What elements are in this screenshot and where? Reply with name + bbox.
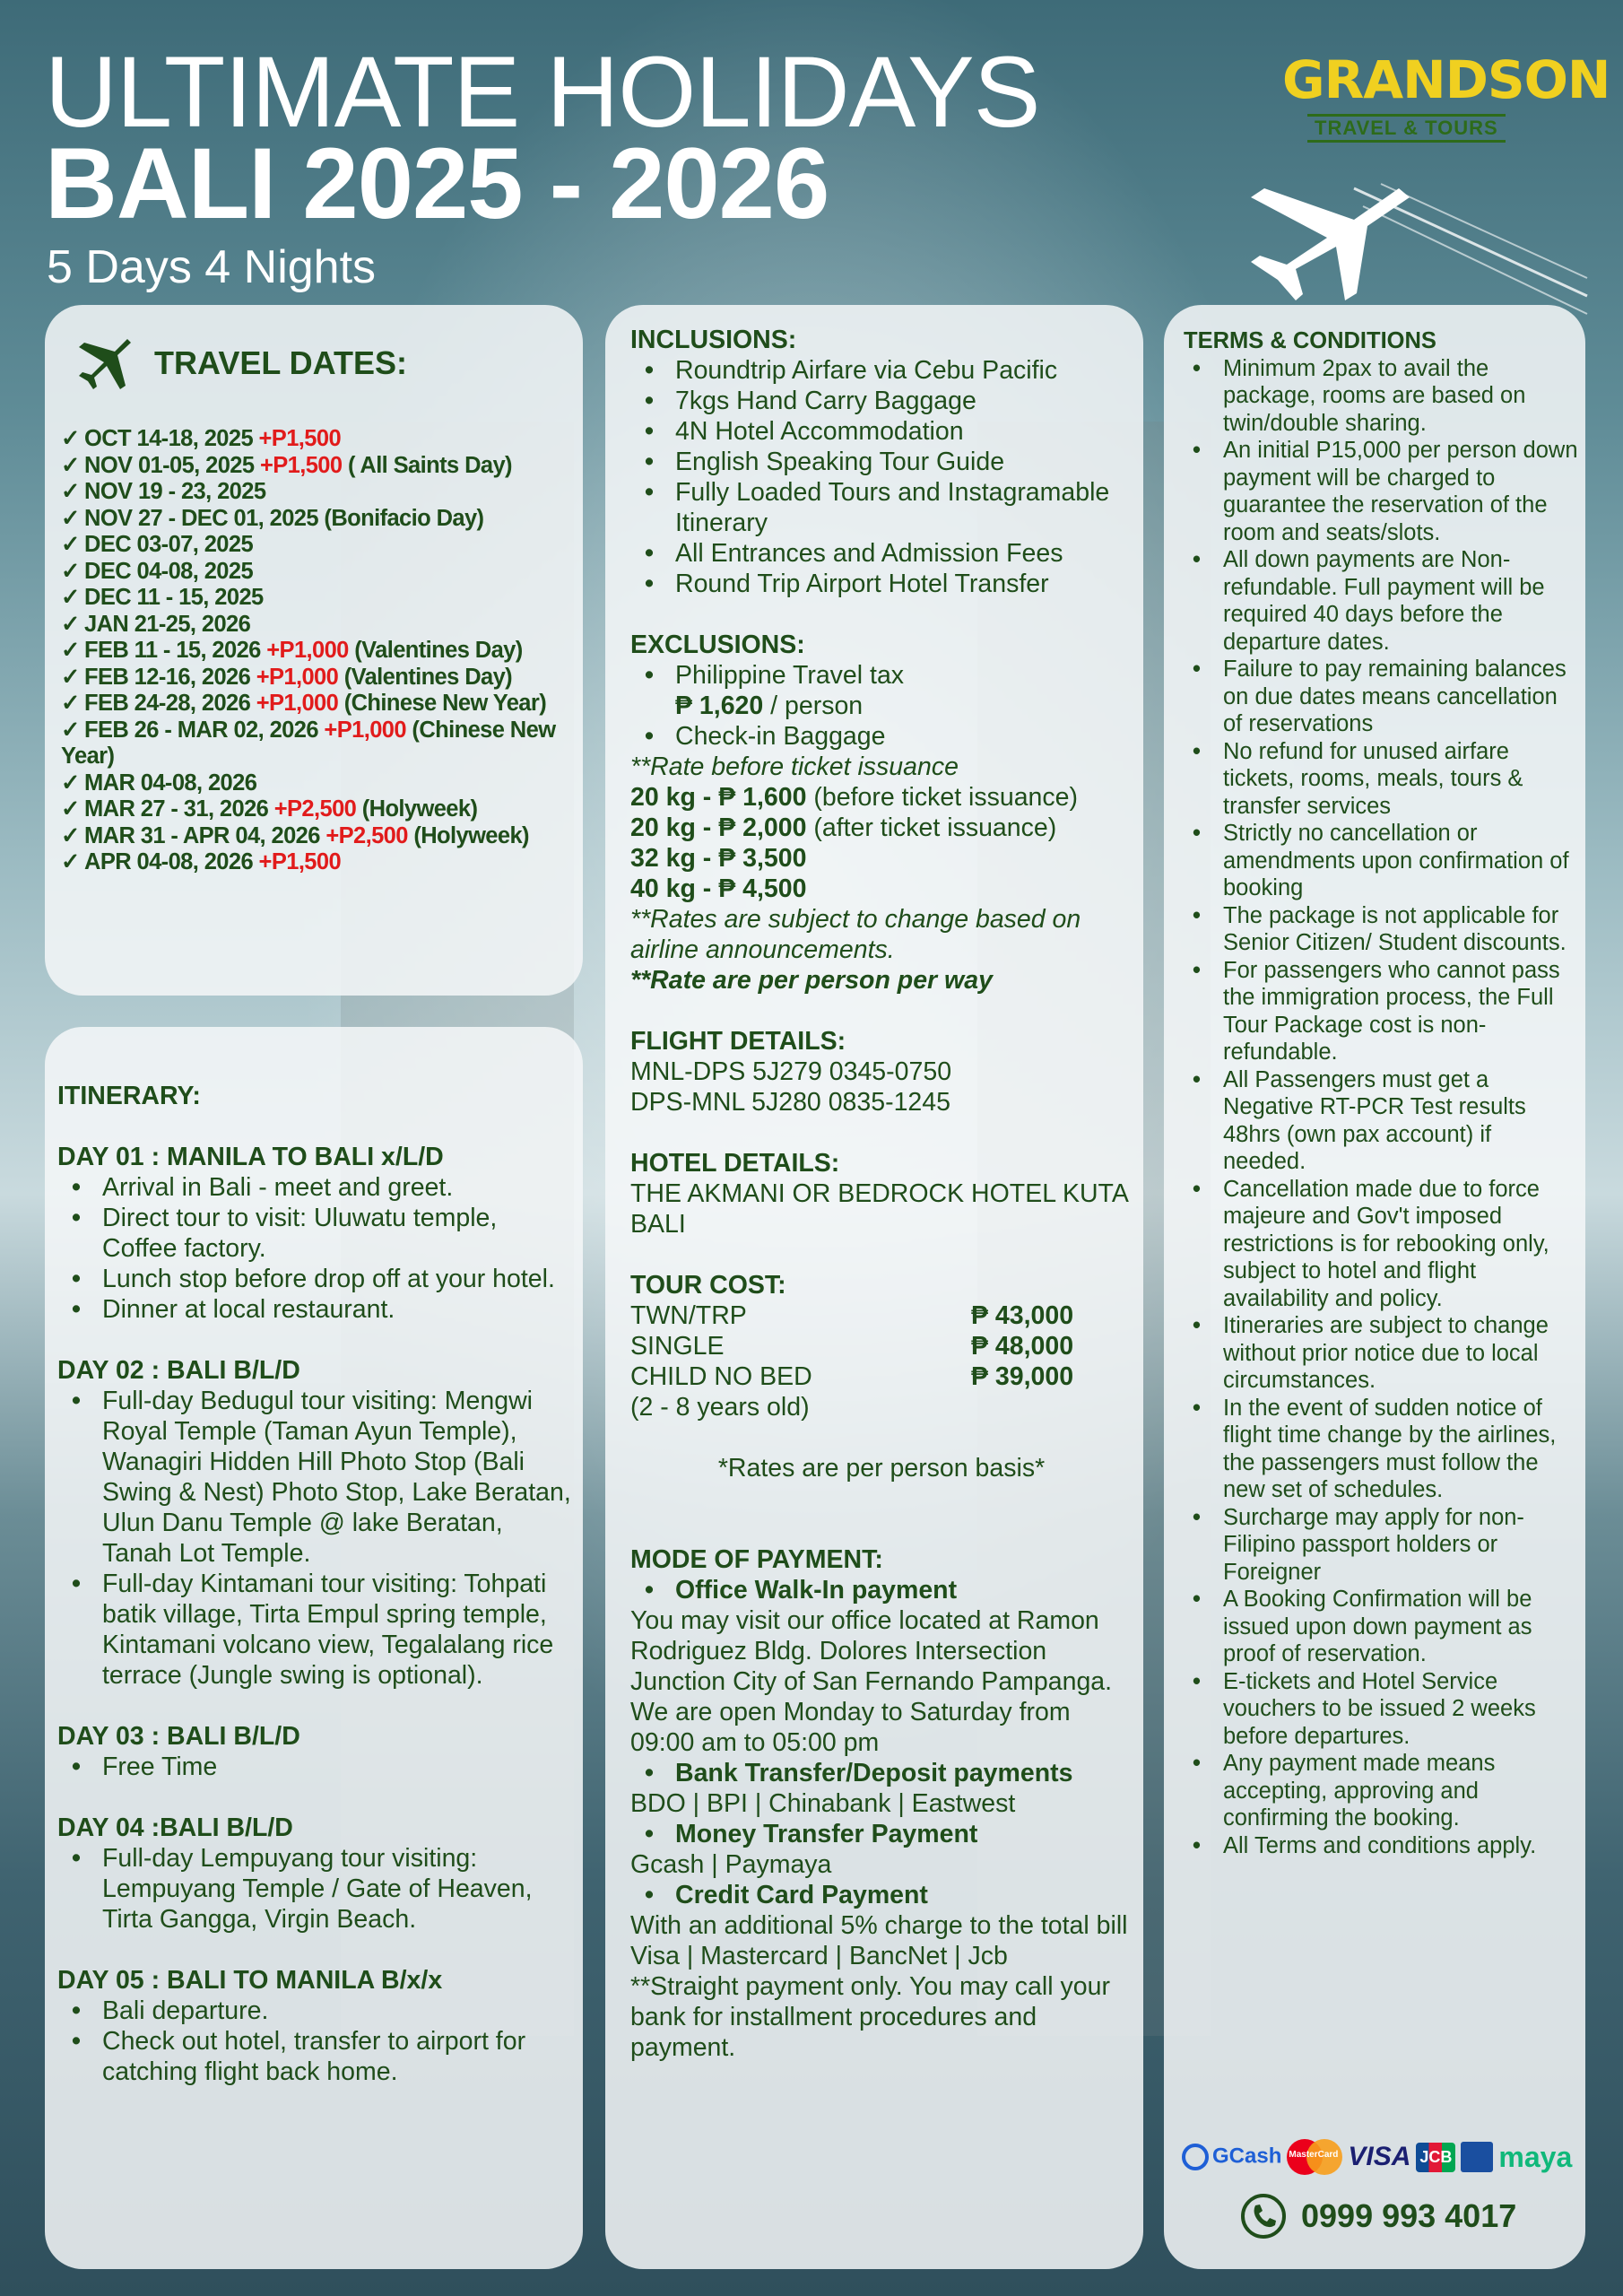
baggage-weight: 20 kg - ₱ 1,600 (630, 783, 807, 812)
check-icon: ✓ (61, 452, 80, 478)
list-item: • For passengers who cannot pass the immigration process, the Full Tour Package cost is non-refundable. (1184, 957, 1578, 1066)
travel-date-item (61, 479, 572, 506)
list-item: • A Booking Confirmation will be issued upon down payment as proof of reservation. (1184, 1586, 1578, 1668)
list-item: • All Terms and conditions apply. (1184, 1832, 1578, 1860)
travel-date: APR 04-08, 2026 (84, 849, 259, 874)
date-note: (Chinese New Year) (338, 691, 547, 716)
check-icon: ✓ (61, 638, 80, 663)
travel-date-item (61, 585, 572, 612)
surcharge: +P1,500 (258, 849, 342, 874)
day-items (57, 1843, 573, 1935)
change-note: **Rates are subject to change based on airline announcements. (630, 905, 1081, 964)
baggage-weight: 40 kg - ₱ 4,500 (630, 874, 807, 903)
surcharge: +P1,000 (324, 717, 406, 743)
inclusions-heading: INCLUSIONS: (630, 326, 797, 354)
list-item: • Full-day Lempuyang tour visiting: Lempuyang Temple / Gate of Heaven, Tirta Gangga, Virgin Beach. (57, 1843, 573, 1935)
bancnet-logo (1461, 2142, 1493, 2172)
list-item: • All Passengers must get a Negative RT-PCR Test results 48hrs (own pax account) if needed. (1184, 1066, 1578, 1176)
list-item: • The package is not applicable for Senior Citizen/ Student discounts. (1184, 902, 1578, 957)
list-item: • Arrival in Bali - meet and greet. (57, 1172, 573, 1203)
tour-cost-table (630, 1300, 1133, 1392)
itinerary-days (57, 1142, 573, 2087)
bank-text: BDO | BPI | Chinabank | Eastwest (630, 1789, 1016, 1818)
travel-date: OCT 14-18, 2025 (84, 426, 259, 451)
list-item: • Roundtrip Airfare via Cebu Pacific (630, 355, 1133, 386)
travel-dates-heading: TRAVEL DATES: (154, 344, 408, 381)
cost-row (630, 1300, 1133, 1331)
check-icon: ✓ (61, 505, 80, 531)
card-text: With an additional 5% charge to the total bill (630, 1911, 1128, 1940)
list-item: • Full-day Bedugul tour visiting: Mengwi Royal Temple (Taman Ayun Temple), Wanagiri Hidden Hill Photo Stop (Bali Swing & Nest) Photo Stop, Lake Beratan, Ulun Danu Temple @ lake Beratan, Tanah Lot Temple. (57, 1386, 573, 1569)
day-items (57, 1172, 573, 1325)
check-icon: ✓ (61, 717, 80, 743)
travel-date: FEB 11 - 15, 2026 (84, 638, 267, 663)
rates-basis-note: *Rates are per person basis* (717, 1454, 1046, 1483)
list-item: • Surcharge may apply for non-Filipino passport holders or Foreigner (1184, 1504, 1578, 1587)
card-title: • Credit Card Payment (630, 1880, 1133, 1910)
surcharge: +P2,500 (273, 796, 357, 822)
check-icon: ✓ (61, 558, 80, 584)
baggage-row (630, 813, 1133, 843)
payment-logos (1182, 2135, 1576, 2179)
list-item: • Failure to pay remaining balances on due dates means cancellation of reservations (1184, 656, 1578, 738)
check-icon: ✓ (61, 479, 80, 504)
surcharge: +P1,000 (256, 691, 339, 716)
money-title: • Money Transfer Payment (630, 1819, 1133, 1849)
list-item: • 7kgs Hand Carry Baggage (630, 386, 1133, 416)
list-item: • Itineraries are subject to change without prior notice due to local circumstances. (1184, 1312, 1578, 1395)
cost-price: ₱ 43,000 (971, 1301, 1074, 1330)
date-note: (Valentines Day) (338, 664, 513, 690)
hotel-text: THE AKMANI OR BEDROCK HOTEL KUTA BALI (630, 1179, 1128, 1239)
list-item: • Dinner at local restaurant. (57, 1294, 573, 1325)
details-panel (605, 305, 1143, 2269)
travel-date-item (61, 612, 572, 639)
cost-label: SINGLE (630, 1332, 725, 1361)
list-item: • Direct tour to visit: Uluwatu temple, Coffee factory. (57, 1203, 573, 1264)
cost-label: CHILD NO BED (630, 1362, 812, 1391)
rate-note: **Rate before ticket issuance (630, 752, 959, 781)
list-item: • 4N Hotel Accommodation (630, 416, 1133, 447)
baggage-note: (before ticket issuance) (806, 783, 1079, 812)
per-way-note: **Rate are per person per way (630, 966, 993, 995)
day-title: DAY 05 : BALI TO MANILA B/x/x (57, 1966, 443, 1995)
gcash-icon (1182, 2144, 1209, 2170)
logo-main-text: GRANDSON (1282, 49, 1610, 110)
list-item: • All down payments are Non-refundable. Full payment will be required 40 days before the departure dates. (1184, 546, 1578, 656)
itinerary-panel (45, 1027, 583, 2269)
date-note: ( All Saints Day) (342, 452, 512, 478)
date-note: (Holyweek) (407, 822, 529, 848)
check-icon: ✓ (61, 770, 80, 796)
travel-dates-panel (45, 305, 583, 996)
list-item: • Strictly no cancellation or amendments upon confirmation of booking (1184, 820, 1578, 902)
check-icon: ✓ (61, 796, 80, 822)
surcharge: +P1,000 (266, 638, 349, 663)
travel-date: FEB 24-28, 2026 (84, 691, 256, 716)
travel-date: FEB 12-16, 2026 (84, 664, 256, 690)
travel-date: DEC 11 - 15, 2025 (84, 585, 264, 610)
list-item: • Cancellation made due to force majeure and Gov't imposed restrictions is for rebooking only, subject to hotel and flight availability and policy. (1184, 1176, 1578, 1313)
check-icon: ✓ (61, 611, 80, 637)
list-item: • Any payment made means accepting, approving and confirming the booking. (1184, 1750, 1578, 1832)
travel-date-item (61, 849, 572, 876)
travel-date: MAR 31 - APR 04, 2026 (84, 822, 326, 848)
cost-row (630, 1331, 1133, 1361)
travel-date-item (61, 770, 572, 797)
travel-date-item (61, 453, 572, 480)
baggage-row (630, 782, 1133, 813)
cost-row (630, 1361, 1133, 1392)
check-icon: ✓ (61, 664, 80, 690)
money-text: Gcash | Paymaya (630, 1850, 832, 1879)
child-age: (2 - 8 years old) (630, 1393, 810, 1422)
list-item: • Full-day Kintamani tour visiting: Tohpati batik village, Tirta Empul spring temple, Kintamani volcano view, Tegalalang rice terrace (Jungle swing is optional). (57, 1569, 573, 1691)
flight-line: MNL-DPS 5J279 0345-0750 (630, 1057, 952, 1086)
travel-date-item (61, 718, 572, 770)
travel-dates-list (61, 426, 572, 876)
bank-title: • Bank Transfer/Deposit payments (630, 1758, 1133, 1788)
contact-phone[interactable] (1240, 2193, 1516, 2239)
maya-logo: maya (1498, 2140, 1573, 2173)
date-note: (Valentines Day) (348, 638, 523, 663)
terms-panel (1164, 305, 1585, 2269)
list-item: • Round Trip Airport Hotel Transfer (630, 569, 1133, 599)
subtitle: 5 Days 4 Nights (47, 241, 377, 293)
list-item: • Fully Loaded Tours and Instagramable Itinerary (630, 477, 1133, 538)
list-item: • Check out hotel, transfer to airport for catching flight back home. (57, 2026, 573, 2087)
jcb-logo: JCB (1416, 2143, 1455, 2172)
baggage-weight: 32 kg - ₱ 3,500 (630, 844, 807, 873)
travel-date-item (61, 532, 572, 559)
cost-price: ₱ 48,000 (971, 1332, 1074, 1361)
list-item: • An initial P15,000 per person down payment will be charged to guarantee the reservation of the room and seats/slots. (1184, 437, 1578, 546)
walkin-title: • Office Walk-In payment (630, 1575, 1133, 1605)
inclusions-list (630, 355, 1133, 599)
check-icon: ✓ (61, 532, 80, 557)
check-icon: ✓ (61, 585, 80, 610)
surcharge: +P1,500 (259, 452, 343, 478)
surcharge: +P1,000 (256, 664, 339, 690)
payment-heading: MODE OF PAYMENT: (630, 1545, 883, 1574)
tour-cost-heading: TOUR COST: (630, 1271, 786, 1300)
list-item (630, 660, 1133, 721)
list-item: • Lunch stop before drop off at your hotel. (57, 1264, 573, 1294)
list-item: • Bali departure. (57, 1996, 573, 2026)
check-icon: ✓ (61, 849, 80, 874)
tax-amount: ₱ 1,620 (675, 691, 764, 720)
list-item: • E-tickets and Hotel Service vouchers to be issued 2 weeks before departures. (1184, 1668, 1578, 1751)
gcash-logo: GCash (1182, 2144, 1281, 2170)
travel-date-item (61, 559, 572, 586)
travel-date: NOV 19 - 23, 2025 (84, 479, 266, 504)
flight-heading: FLIGHT DETAILS: (630, 1027, 846, 1056)
hotel-heading: HOTEL DETAILS: (630, 1149, 840, 1178)
day-title: DAY 04 :BALI B/L/D (57, 1813, 293, 1842)
cost-price: ₱ 39,000 (971, 1362, 1074, 1391)
phone-icon (1240, 2193, 1287, 2239)
title-line-1: ULTIMATE HOLIDAYS (45, 36, 1040, 148)
day-items (57, 1996, 573, 2087)
card-note: **Straight payment only. You may call your bank for installment procedures and payment. (630, 1972, 1110, 2062)
baggage-row (630, 843, 1133, 874)
date-note: (Chinese New Year) (61, 717, 556, 769)
exclusions-heading: EXCLUSIONS: (630, 631, 805, 659)
surcharge: +P2,500 (325, 822, 408, 848)
list-item: • English Speaking Tour Guide (630, 447, 1133, 477)
visa-logo: VISA (1348, 2142, 1411, 2171)
check-icon: ✓ (61, 822, 80, 848)
travel-date-item (61, 823, 572, 850)
list-item: • In the event of sudden notice of flight time change by the airlines, the passengers must follow the new set of schedules. (1184, 1395, 1578, 1504)
travel-date: JAN 21-25, 2026 (84, 611, 251, 637)
flight-line: DPS-MNL 5J280 0835-1245 (630, 1088, 950, 1117)
mastercard-logo: MasterCard (1287, 2139, 1342, 2175)
list-item: • No refund for unused airfare tickets, rooms, meals, tours & transfer services (1184, 738, 1578, 821)
travel-date: FEB 26 - MAR 02, 2026 (84, 717, 325, 743)
airplane-icon (72, 332, 135, 395)
itinerary-heading: ITINERARY: (57, 1082, 201, 1110)
terms-heading: TERMS & CONDITIONS (1184, 328, 1436, 353)
day-title: DAY 01 : MANILA TO BALI x/L/D (57, 1143, 444, 1171)
baggage-row (630, 874, 1133, 904)
exclusions-list (630, 660, 1133, 752)
baggage-note: (after ticket issuance) (806, 813, 1057, 842)
travel-date-item (61, 506, 572, 533)
list-item: • All Entrances and Admission Fees (630, 538, 1133, 569)
travel-date: NOV 01-05, 2025 (84, 452, 260, 478)
tax-unit: / person (763, 691, 864, 720)
list-item: • Free Time (57, 1752, 573, 1782)
travel-date-item (61, 426, 572, 453)
surcharge: +P1,500 (258, 426, 342, 451)
check-icon: ✓ (61, 691, 80, 716)
grandson-logo (1273, 49, 1610, 148)
day-items (57, 1752, 573, 1782)
date-note: (Holyweek) (356, 796, 478, 822)
airplane-icon (1211, 170, 1417, 305)
list-item: • Check-in Baggage (630, 721, 1133, 752)
title-line-2: BALI 2025 - 2026 (45, 127, 829, 239)
card-brands: Visa | Mastercard | BancNet | Jcb (630, 1942, 1008, 1970)
baggage-rates (630, 782, 1133, 904)
travel-dates-header (72, 327, 407, 399)
cost-label: TWN/TRP (630, 1301, 747, 1330)
terms-list (1184, 355, 1578, 1860)
travel-date-item (61, 691, 572, 718)
check-icon: ✓ (61, 426, 80, 451)
travel-date: MAR 04-08, 2026 (84, 770, 257, 796)
travel-date: DEC 04-08, 2025 (84, 558, 254, 584)
travel-date: DEC 03-07, 2025 (84, 532, 254, 557)
travel-date-item (61, 638, 572, 665)
travel-date-item (61, 665, 572, 691)
travel-date-item (61, 796, 572, 823)
travel-date: MAR 27 - 31, 2026 (84, 796, 274, 822)
tax-label: Philippine Travel tax (675, 661, 905, 690)
baggage-weight: 20 kg - ₱ 2,000 (630, 813, 807, 842)
day-title: DAY 03 : BALI B/L/D (57, 1722, 300, 1751)
logo-sub-text: TRAVEL & TOURS (1307, 114, 1506, 143)
phone-number: 0999 993 4017 (1301, 2197, 1517, 2234)
day-title: DAY 02 : BALI B/L/D (57, 1356, 300, 1385)
day-items (57, 1386, 573, 1691)
walkin-text: You may visit our office located at Ramon Rodriguez Bldg. Dolores Intersection Junction City of San Fernando Pampanga. We are open Monday to Saturday from 09:00 am to 05:00 pm (630, 1606, 1113, 1757)
travel-date: NOV 27 - DEC 01, 2025 (Bonifacio Day) (84, 505, 484, 531)
list-item: • Minimum 2pax to avail the package, rooms are based on twin/double sharing. (1184, 355, 1578, 438)
